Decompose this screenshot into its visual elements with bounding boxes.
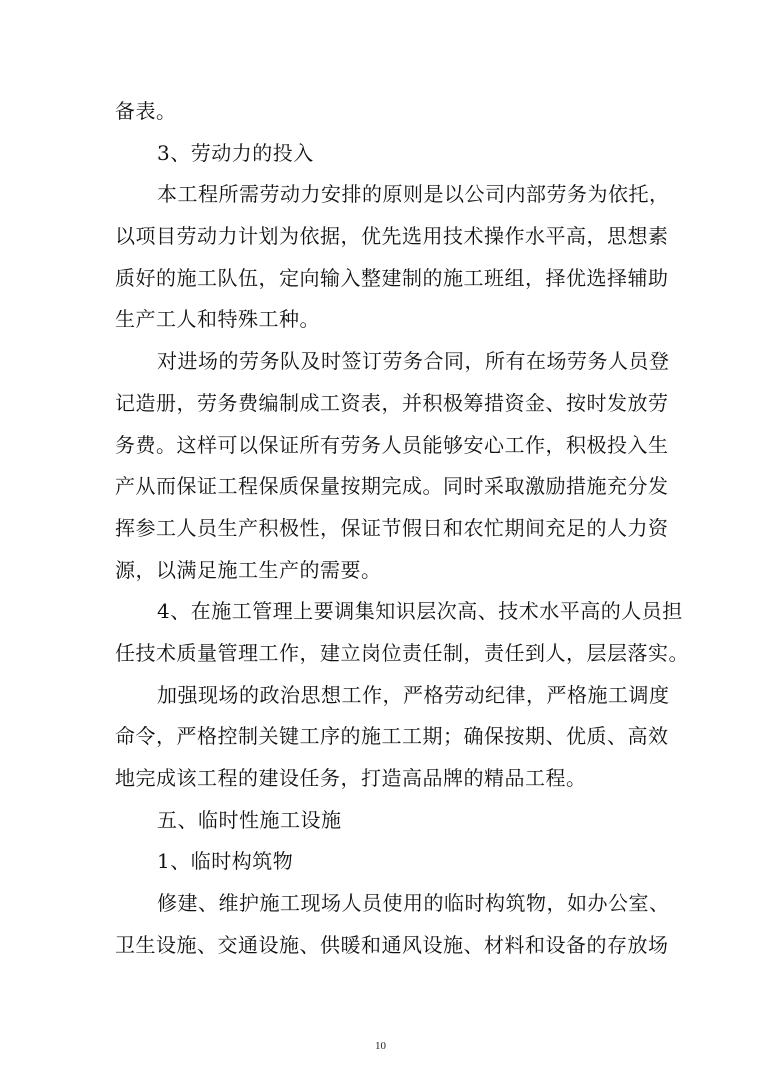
text-line: 命令，严格控制关键工序的施工工期；确保按期、优质、高效: [115, 724, 669, 748]
text-line: 修建、维护施工现场人员使用的临时构筑物，如办公室、: [157, 891, 670, 915]
section-heading: 3、劳动力的投入: [157, 141, 314, 165]
text-line: 记造册，劳务费编制成工资表，并积极筹措资金、按时发放劳: [115, 391, 669, 415]
text-line: 挥参工人员生产积极性，保证节假日和农忙期间充足的人力资: [115, 516, 669, 540]
text-line: 备表。: [115, 99, 177, 123]
text-line: 本工程所需劳动力安排的原则是以公司内部劳务为依托，: [157, 182, 670, 206]
text-line: 务费。这样可以保证所有劳务人员能够安心工作，积极投入生: [115, 433, 669, 457]
page-number: 10: [375, 1040, 386, 1052]
section-heading: 1、临时构筑物: [157, 849, 294, 873]
section-heading: 五、临时性施工设施: [157, 808, 342, 832]
text-line: 质好的施工队伍，定向输入整建制的施工班组，择优选择辅助: [115, 266, 669, 290]
text-line: 以项目劳动力计划为依据，优先选用技术操作水平高，思想素: [115, 224, 669, 248]
text-line: 任技术质量管理工作，建立岗位责任制，责任到人，层层落实。: [115, 641, 689, 665]
text-line: 地完成该工程的建设任务，打造高品牌的精品工程。: [115, 766, 587, 790]
text-line: 源，以满足施工生产的需要。: [115, 558, 382, 582]
text-line: 加强现场的政治思想工作，严格劳动纪律，严格施工调度: [157, 683, 670, 707]
text-line: 生产工人和特殊工种。: [115, 307, 320, 331]
text-line: 对进场的劳务队及时签订劳务合同，所有在场劳务人员登: [157, 349, 670, 373]
text-line: 4、在施工管理上要调集知识层次高、技术水平高的人员担: [157, 599, 683, 623]
text-line: 产从而保证工程保质保量按期完成。同时采取激励措施充分发: [115, 474, 669, 498]
text-line: 卫生设施、交通设施、供暖和通风设施、材料和设备的存放场: [115, 933, 669, 957]
